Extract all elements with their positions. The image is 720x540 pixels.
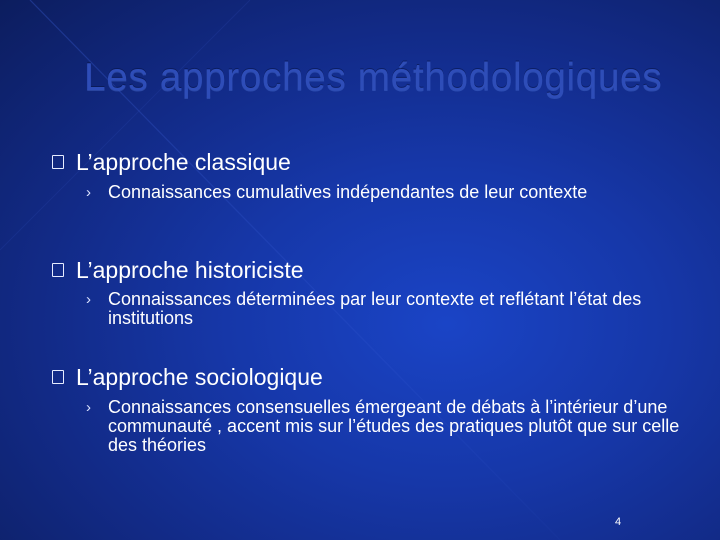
item-detail-historiciste: Connaissances déterminées par leur contexte et reflétant l’état des institutions [108,289,642,328]
square-bullet-icon [52,370,64,384]
item-heading-sociologique: L’approche sociologique [76,364,323,390]
chevron-right-icon: › [86,291,91,308]
chevron-right-icon: › [86,184,91,201]
slide-title: Les approches méthodologiques [84,56,663,99]
page-number: 4 [614,516,622,528]
square-bullet-icon [52,263,64,277]
item-heading-classique: L’approche classique [76,149,291,175]
item-detail-classique: Connaissances cumulatives indépendantes de leur contexte [108,182,588,202]
square-bullet-icon [52,155,64,169]
chevron-right-icon: › [86,399,91,416]
item-detail-sociologique: Connaissances consensuelles émergeant de débats à l’intérieur d’une communauté , accent mis sur l’études des pratiques plutôt que sur celle des théories [108,397,680,455]
item-heading-historiciste: L’approche historiciste [76,257,304,283]
